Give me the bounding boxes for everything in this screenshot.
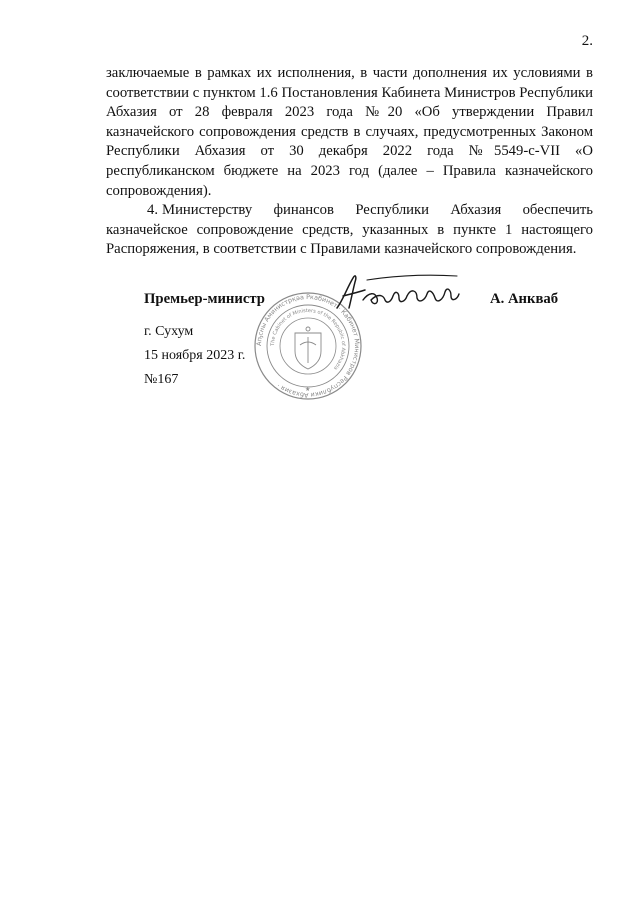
paragraph-number: 4. [147,202,159,219]
paragraph-item-4 [106,201,593,260]
place-line: г. Сухум [144,324,194,339]
stamp-inner-text: The Cabinet of Ministers of the Republic of Abkhazia [269,307,347,371]
date-line: 15 ноября 2023 г. [144,348,246,363]
paragraph-text: Министерству финансов Республики Абхазия обеспечить казначейское сопровождение средств, указанных в пункте 1 настоящего Распоряжения, в соответствии с Правилами казначейского сопровождения. [106,202,593,258]
signatory-name: А. Анкваб [490,291,559,307]
coat-of-arms-icon [295,327,321,369]
document-number: №167 [144,372,179,387]
paragraph-continuation: заключаемые в рамках их исполнения, в части дополнения их условиями в соответствии с пунктом 1.6 Постановления Кабинета Министров Республики Абхазия от 28 февраля 2023 года №20 «Об утверждении Правил казначейского сопровождения средств в случаях, предусмотренных Законом Республики Абхазия от 30 декабря 2022 года №5549-с-VII «О республиканском бюджете на 2023 год (далее – Правила казначейского сопровождения). [106,65,593,199]
stamp-star-icon: ★ [305,386,311,393]
position-title: Премьер-министр [144,291,265,307]
signature-block [144,291,596,315]
page-number: 2. [581,33,593,49]
document-body [106,64,593,260]
stamp-outer-text: Аҧсны Аминистрқәа Ркабинет · Кабинет Министров Республики Абхазия · [254,292,362,400]
